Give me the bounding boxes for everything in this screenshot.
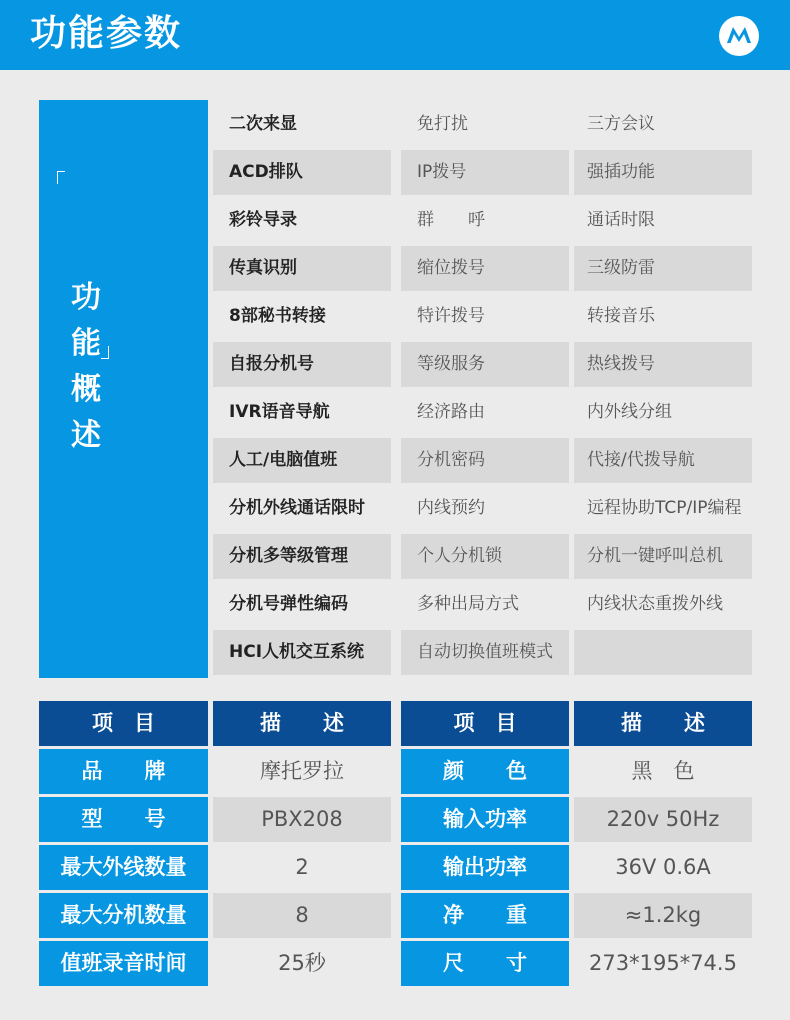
spec-header-cell: 项 目 bbox=[39, 701, 208, 746]
spec-value-cell: 36V 0.6A bbox=[615, 855, 711, 879]
feature-cell: IP拨号 bbox=[401, 150, 569, 195]
spec-label-cell: 最大外线数量 bbox=[39, 845, 208, 890]
feature-cell: 群 呼 bbox=[417, 210, 485, 230]
heading-char: 述 bbox=[71, 418, 101, 453]
feature-cell: 个人分机锁 bbox=[401, 534, 569, 579]
page-header bbox=[0, 0, 790, 70]
feature-cell: 热线拨号 bbox=[574, 342, 752, 387]
spec-header-cell: 描 述 bbox=[574, 701, 752, 746]
spec-value-cell: 黑 色 bbox=[631, 759, 695, 783]
feature-cell: 转接音乐 bbox=[587, 306, 655, 326]
feature-cell: 分机多等级管理 bbox=[213, 534, 391, 579]
feature-cell: 代接/代拨导航 bbox=[574, 438, 752, 483]
feature-cell bbox=[574, 630, 752, 675]
feature-cell: 缩位拨号 bbox=[401, 246, 569, 291]
spec-value-cell: 8 bbox=[213, 893, 391, 938]
feature-overview-panel bbox=[39, 100, 208, 678]
spec-label-cell: 品 牌 bbox=[39, 749, 208, 794]
feature-cell: 分机一键呼叫总机 bbox=[574, 534, 752, 579]
heading-char: 能 bbox=[71, 326, 101, 361]
feature-cell: 自动切换值班模式 bbox=[401, 630, 569, 675]
spec-value-cell: 273*195*74.5 bbox=[589, 951, 737, 975]
spec-label-cell: 颜 色 bbox=[401, 749, 569, 794]
feature-cell: 分机密码 bbox=[401, 438, 569, 483]
spec-header-cell: 描 述 bbox=[213, 701, 391, 746]
feature-cell: 经济路由 bbox=[417, 402, 485, 422]
feature-cell: 彩铃导录 bbox=[229, 210, 297, 230]
feature-cell: 远程协助TCP/IP编程 bbox=[587, 498, 742, 518]
spec-label-cell: 净 重 bbox=[401, 893, 569, 938]
spec-value-cell: PBX208 bbox=[213, 797, 391, 842]
bracket-top-left-icon bbox=[57, 171, 65, 184]
feature-cell: HCI人机交互系统 bbox=[213, 630, 391, 675]
spec-value-cell: 2 bbox=[295, 855, 309, 879]
spec-value-cell: 摩托罗拉 bbox=[260, 759, 344, 783]
spec-label-cell: 型 号 bbox=[39, 797, 208, 842]
feature-cell: 多种出局方式 bbox=[417, 594, 519, 614]
heading-char: 概 bbox=[71, 372, 101, 407]
spec-value-cell: 25秒 bbox=[278, 951, 326, 975]
feature-cell: 通话时限 bbox=[587, 210, 655, 230]
spec-label-cell: 尺 寸 bbox=[401, 941, 569, 986]
feature-cell: 等级服务 bbox=[401, 342, 569, 387]
feature-cell: 强插功能 bbox=[574, 150, 752, 195]
feature-cell: 8部秘书转接 bbox=[229, 306, 326, 326]
spec-label-cell: 值班录音时间 bbox=[39, 941, 208, 986]
feature-cell: 分机外线通话限时 bbox=[229, 498, 365, 518]
feature-cell: 免打扰 bbox=[417, 114, 468, 134]
feature-cell: 三方会议 bbox=[587, 114, 655, 134]
spec-value-cell: ≈1.2kg bbox=[574, 893, 752, 938]
feature-cell: 人工/电脑值班 bbox=[213, 438, 391, 483]
feature-cell: IVR语音导航 bbox=[229, 402, 330, 422]
spec-label-cell: 最大分机数量 bbox=[39, 893, 208, 938]
feature-overview-heading bbox=[66, 275, 106, 459]
feature-cell: 特许拨号 bbox=[417, 306, 485, 326]
feature-cell: 二次来显 bbox=[229, 114, 297, 134]
feature-cell: 三级防雷 bbox=[574, 246, 752, 291]
feature-cell: 自报分机号 bbox=[213, 342, 391, 387]
feature-cell: 分机号弹性编码 bbox=[229, 594, 348, 614]
feature-cell: 传真识别 bbox=[213, 246, 391, 291]
feature-cell: ACD排队 bbox=[213, 150, 391, 195]
motorola-logo-icon bbox=[719, 16, 759, 56]
spec-value-cell: 220v 50Hz bbox=[574, 797, 752, 842]
spec-label-cell: 输入功率 bbox=[401, 797, 569, 842]
feature-cell: 内线预约 bbox=[417, 498, 485, 518]
feature-cell: 内外线分组 bbox=[587, 402, 672, 422]
feature-cell: 内线状态重拨外线 bbox=[587, 594, 723, 614]
spec-header-cell: 项 目 bbox=[401, 701, 569, 746]
spec-label-cell: 输出功率 bbox=[401, 845, 569, 890]
page-title: 功能参数 bbox=[30, 13, 183, 54]
heading-char: 功 bbox=[71, 280, 101, 315]
